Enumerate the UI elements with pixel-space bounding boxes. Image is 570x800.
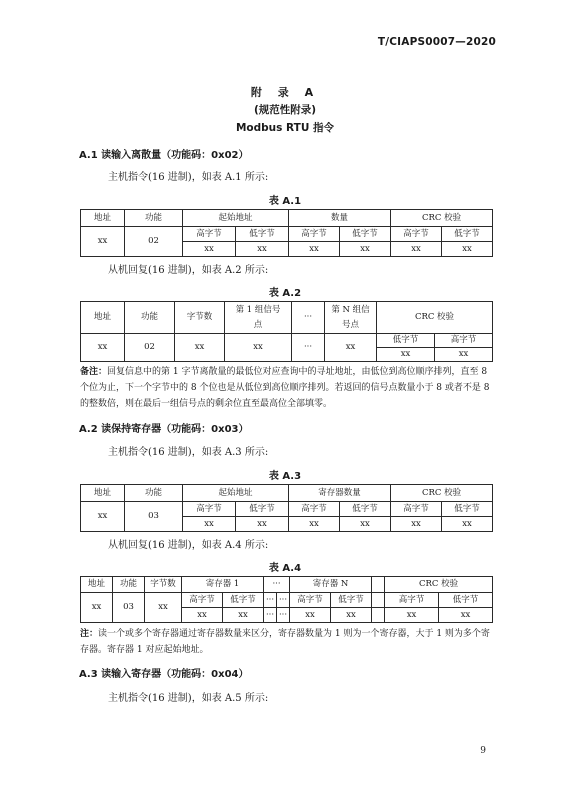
table-a4-header-registerN: 寄存器 N <box>290 577 372 593</box>
page-number: 9 <box>480 746 486 756</box>
table-a4-subheader-high: 高字节 <box>385 593 439 608</box>
table-a4-function-value: 03 <box>113 593 145 623</box>
section-a1-heading: A.1 读输入离散量（功能码：0x02） <box>79 150 249 161</box>
note-a2-label: 备注： <box>80 367 108 377</box>
table-a4-subheader-low: 低字节 <box>439 593 493 608</box>
table-a2-header-address: 地址 <box>81 302 125 334</box>
table-a1-function-value: 02 <box>125 227 183 257</box>
table-a1-subheader-high: 高字节 <box>391 227 442 242</box>
table-a3-header-address: 地址 <box>81 485 125 502</box>
table-a3-cell: xx <box>289 517 340 532</box>
appendix-subtitle: (规范性附录) <box>253 104 317 116</box>
table-a4-byte-count-value: xx <box>145 593 182 623</box>
table-a2-groupN-value: xx <box>325 334 377 362</box>
table-a3-cell: xx <box>236 517 289 532</box>
table-a2-header-groupN: 第 N 组信号点 <box>325 302 377 334</box>
table-a3-cell: xx <box>391 517 442 532</box>
table-a3-header-crc: CRC 校验 <box>391 485 493 502</box>
note-a2-text: 回复信息中的第 1 字节离散量的最低位对应查询中的寻址地址，由低位到高位顺序排列，直至 8 个位为止，下一个字节中的 8 个位也是从低位到高位顺序排列。若返回的信号点数量小于 8 或者不是 8 的整数倍，则在最后一组信号点的剩余位直至最高位全部填零。 <box>80 367 490 409</box>
table-a1-header-function: 功能 <box>125 210 183 227</box>
table-a2-header-function: 功能 <box>125 302 175 334</box>
table-a2-header-byte-count: 字节数 <box>175 302 225 334</box>
section-a1-slave-text: 从机回复(16 进制)，如表 A.2 所示: <box>108 265 269 276</box>
section-a2-host-text: 主机指令(16 进制)，如表 A.3 所示: <box>108 447 269 458</box>
table-a4-subheader-high: 高字节 <box>182 593 223 608</box>
table-a4-cell: xx <box>223 608 264 623</box>
table-a4-subheader-low: 低字节 <box>331 593 372 608</box>
standard-code: T/CIAPS0007—2020 <box>377 36 496 48</box>
table-a3-subheader-low: 低字节 <box>442 502 493 517</box>
table-a1-subheader-high: 高字节 <box>183 227 236 242</box>
table-a2-subheader-low: 低字节 <box>377 334 435 348</box>
table-a2 <box>80 301 493 362</box>
table-a4-cell: xx <box>290 608 331 623</box>
table-a2-subheader-high: 高字节 <box>435 334 493 348</box>
table-a4-subheader-ellipsis: ··· <box>264 593 277 608</box>
table-a4-header-address: 地址 <box>81 577 113 593</box>
table-a2-cell: xx <box>377 348 435 362</box>
table-a4-cell-gap <box>372 608 385 623</box>
table-a4-subheader-ellipsis: ··· <box>277 593 290 608</box>
table-a4-header-gap <box>372 577 385 593</box>
section-a2-heading: A.2 读保持寄存器（功能码：0x03） <box>79 424 249 435</box>
table-a2-group1-value: xx <box>225 334 292 362</box>
table-a4-header-byte-count: 字节数 <box>145 577 182 593</box>
table-a1-header-address: 地址 <box>81 210 125 227</box>
table-a4-caption: 表 A.4 <box>268 563 302 574</box>
table-a4-subheader-high: 高字节 <box>290 593 331 608</box>
table-a1-subheader-low: 低字节 <box>236 227 289 242</box>
table-a1-cell: xx <box>183 242 236 257</box>
table-a1-header-start-address: 起始地址 <box>183 210 289 227</box>
table-a3-caption: 表 A.3 <box>268 471 302 482</box>
table-a1-cell: xx <box>236 242 289 257</box>
table-a1 <box>80 209 493 257</box>
table-a3-cell: xx <box>442 517 493 532</box>
table-a1-subheader-low: 低字节 <box>442 227 493 242</box>
table-a4-cell: xx <box>182 608 223 623</box>
note-a4-label: 注： <box>80 629 99 639</box>
table-a2-cell: xx <box>435 348 493 362</box>
table-a3 <box>80 484 493 532</box>
table-a1-subheader-high: 高字节 <box>289 227 340 242</box>
table-a2-function-value: 02 <box>125 334 175 362</box>
table-a2-address-value: xx <box>81 334 125 362</box>
table-a3-cell: xx <box>340 517 391 532</box>
section-a3-heading: A.3 读输入寄存器（功能码：0x04） <box>79 669 249 680</box>
table-a2-ellipsis-value: ··· <box>292 334 325 362</box>
table-a1-address-value: xx <box>81 227 125 257</box>
table-a3-subheader-high: 高字节 <box>289 502 340 517</box>
table-a3-function-value: 03 <box>125 502 183 532</box>
appendix-name: Modbus RTU 指令 <box>235 122 335 134</box>
table-a4-subheader-gap <box>372 593 385 608</box>
table-a4-address-value: xx <box>81 593 113 623</box>
table-a4-cell: xx <box>385 608 439 623</box>
table-a4 <box>80 576 493 623</box>
table-a4-header-crc: CRC 校验 <box>385 577 493 593</box>
table-a2-header-ellipsis: ··· <box>292 302 325 334</box>
table-a1-header-crc: CRC 校验 <box>391 210 493 227</box>
table-a1-subheader-low: 低字节 <box>340 227 391 242</box>
table-a4-cell: xx <box>331 608 372 623</box>
table-a3-header-start-address: 起始地址 <box>183 485 289 502</box>
table-a1-cell: xx <box>289 242 340 257</box>
table-a3-subheader-high: 高字节 <box>391 502 442 517</box>
note-a2 <box>80 364 492 412</box>
table-a1-cell: xx <box>442 242 493 257</box>
note-a4 <box>80 626 492 658</box>
table-a3-cell: xx <box>183 517 236 532</box>
table-a2-caption: 表 A.2 <box>268 288 302 299</box>
table-a3-subheader-low: 低字节 <box>236 502 289 517</box>
table-a4-subheader-low: 低字节 <box>223 593 264 608</box>
table-a4-cell: xx <box>439 608 493 623</box>
table-a3-header-function: 功能 <box>125 485 183 502</box>
table-a4-header-function: 功能 <box>113 577 145 593</box>
table-a4-cell-ellipsis: ··· <box>277 608 290 623</box>
table-a1-caption: 表 A.1 <box>268 196 302 207</box>
table-a3-address-value: xx <box>81 502 125 532</box>
section-a3-host-text: 主机指令(16 进制)，如表 A.5 所示: <box>108 693 269 704</box>
table-a1-header-quantity: 数量 <box>289 210 391 227</box>
table-a3-header-register-count: 寄存器数量 <box>289 485 391 502</box>
table-a2-header-crc: CRC 校验 <box>377 302 493 334</box>
table-a4-header-ellipsis: ··· <box>264 577 290 593</box>
table-a2-header-group1: 第 1 组信号点 <box>225 302 292 334</box>
table-a1-cell: xx <box>391 242 442 257</box>
table-a2-byte-count-value: xx <box>175 334 225 362</box>
table-a1-cell: xx <box>340 242 391 257</box>
table-a3-subheader-high: 高字节 <box>183 502 236 517</box>
note-a4-text: 读一个或多个寄存器通过寄存器数量来区分，寄存器数量为 1 则为一个寄存器，大于 1 则为多个寄存器。寄存器 1 对应起始地址。 <box>80 629 490 655</box>
appendix-title: 附 录 A <box>250 86 320 99</box>
table-a4-cell-ellipsis: ··· <box>264 608 277 623</box>
section-a1-host-text: 主机指令(16 进制)，如表 A.1 所示: <box>108 172 269 183</box>
section-a2-slave-text: 从机回复(16 进制)，如表 A.4 所示: <box>108 540 269 551</box>
table-a3-subheader-low: 低字节 <box>340 502 391 517</box>
table-a4-header-register1: 寄存器 1 <box>182 577 264 593</box>
